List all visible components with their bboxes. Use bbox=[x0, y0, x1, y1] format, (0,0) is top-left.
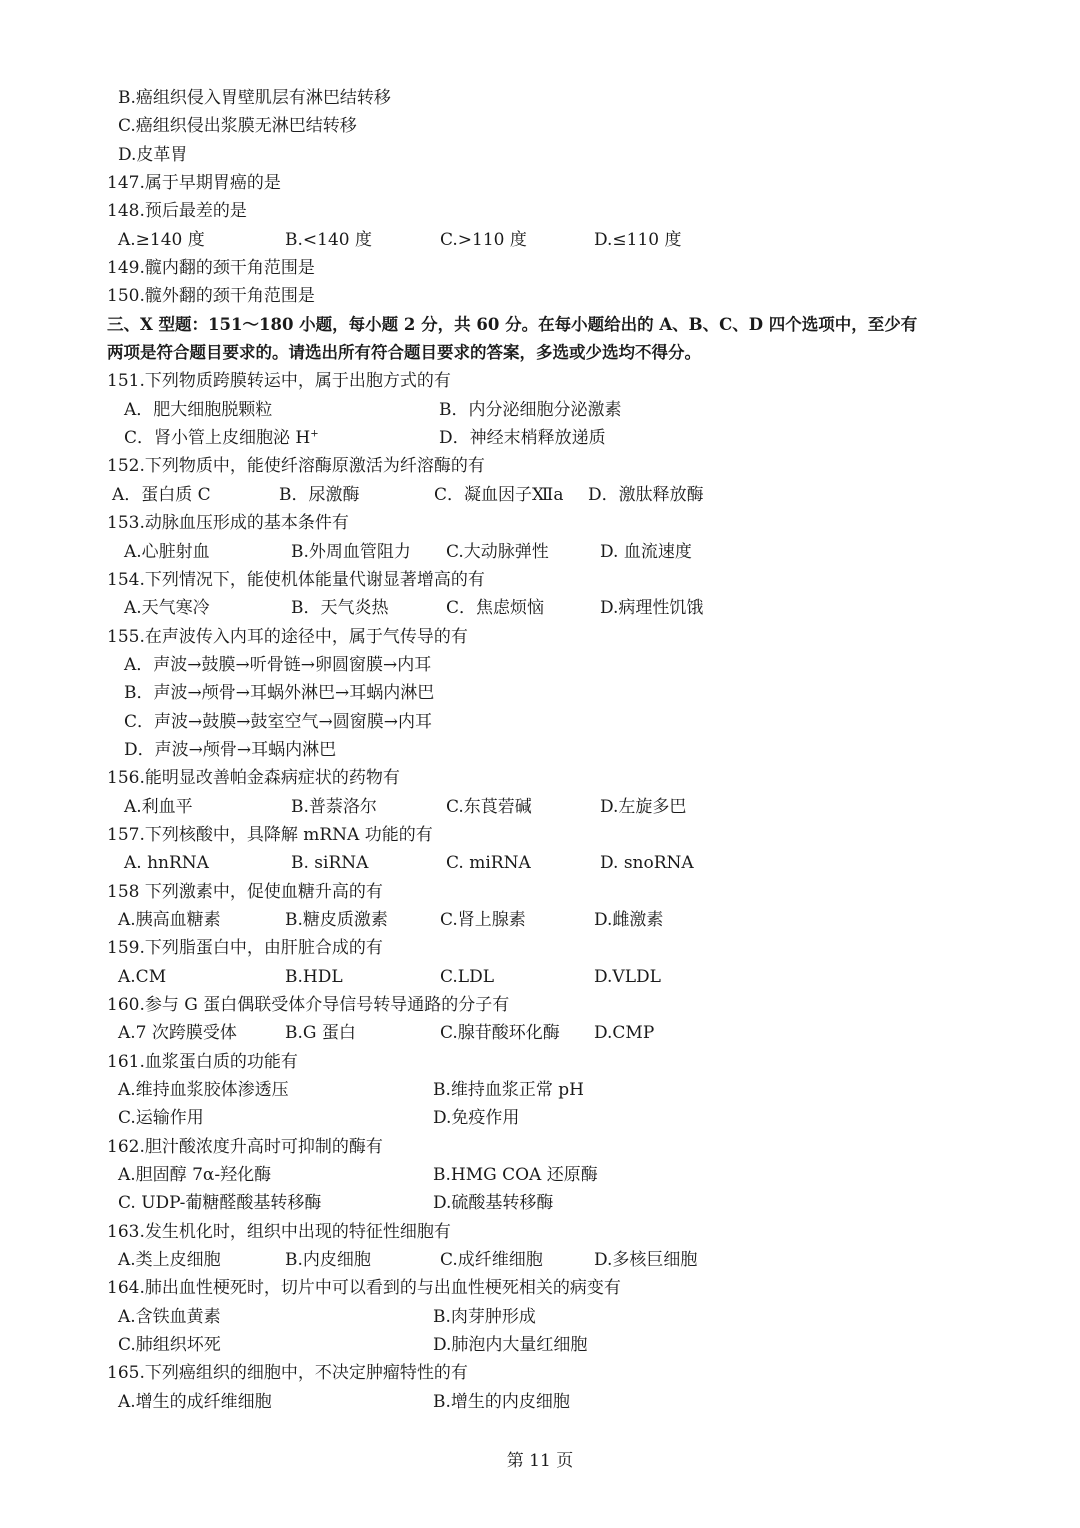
option-text: B.维持血浆正常 pH bbox=[433, 1080, 585, 1101]
line-text: 163.发生机化时，组织中出现的特征性细胞有 bbox=[107, 1221, 451, 1242]
line-text: 三、X 型题：151～180 小题，每小题 2 分，共 60 分。在每小题给出的 A、B、C、D 四个选项中，至少有 bbox=[107, 314, 918, 334]
option-text: B.HMG COA 还原酶 bbox=[433, 1165, 598, 1186]
option-text: D.≤110 度 bbox=[594, 229, 682, 250]
line-text: 150.髋外翻的颈干角范围是 bbox=[107, 286, 315, 307]
line-text: 157.下列核酸中，具降解 mRNA 功能的有 bbox=[107, 824, 433, 845]
line-text: 155.在声波传入内耳的途径中，属于气传导的有 bbox=[107, 626, 468, 647]
text-line bbox=[0, 623, 1080, 651]
option-text: C.东莨菪碱 bbox=[446, 796, 532, 817]
text-line bbox=[0, 197, 1080, 225]
option-text: A.心脏射血 bbox=[124, 541, 210, 562]
line-text: C．声波→鼓膜→鼓室空气→圆窗膜→内耳 bbox=[124, 711, 432, 732]
text-line bbox=[0, 339, 1080, 367]
line-text: 两项是符合题目要求的。请选出所有符合题目要求的答案，多选或少选均不得分。 bbox=[107, 343, 701, 363]
option-row bbox=[0, 1303, 1080, 1331]
option-text: B.HDL bbox=[285, 966, 343, 987]
option-text: A.含铁血黄素 bbox=[118, 1306, 221, 1327]
line-text: D．声波→颅骨→耳蜗内淋巴 bbox=[124, 739, 337, 760]
text-line bbox=[0, 367, 1080, 395]
option-text: B．尿激酶 bbox=[279, 484, 360, 505]
text-line bbox=[0, 311, 1080, 339]
option-text: B.G 蛋白 bbox=[285, 1023, 356, 1044]
line-text: 159.下列脂蛋白中，由肝脏合成的有 bbox=[107, 938, 383, 959]
option-text: C．肾小管上皮细胞泌 H+ bbox=[124, 428, 319, 449]
option-text: A.CM bbox=[118, 966, 167, 987]
text-line bbox=[0, 736, 1080, 764]
option-text: C.运输作用 bbox=[118, 1108, 204, 1129]
text-line bbox=[0, 1133, 1080, 1161]
line-text: 148.预后最差的是 bbox=[107, 201, 247, 222]
text-line bbox=[0, 169, 1080, 197]
option-text: D.多核巨细胞 bbox=[594, 1250, 698, 1271]
option-row bbox=[0, 1246, 1080, 1274]
option-text: D．激肽释放酶 bbox=[588, 484, 704, 505]
line-text: B.癌组织侵入胃壁肌层有淋巴结转移 bbox=[118, 88, 391, 108]
option-text: B．内分泌细胞分泌激素 bbox=[439, 399, 622, 420]
option-text: A.7 次跨膜受体 bbox=[118, 1023, 237, 1044]
superscript-plus: + bbox=[310, 428, 319, 440]
text-line bbox=[0, 566, 1080, 594]
option-text: D.肺泡内大量红细胞 bbox=[433, 1335, 588, 1356]
line-text: 165.下列癌组织的细胞中，不决定肿瘤特性的有 bbox=[107, 1363, 468, 1384]
option-row bbox=[0, 1076, 1080, 1104]
option-row bbox=[0, 1161, 1080, 1189]
line-text: 152.下列物质中，能使纤溶酶原激活为纤溶酶的有 bbox=[107, 456, 485, 477]
option-row bbox=[0, 1331, 1080, 1359]
option-text: B.普萘洛尔 bbox=[291, 796, 377, 817]
option-text: D.硫酸基转移酶 bbox=[433, 1193, 554, 1214]
line-text: 158 下列激素中，促使血糖升高的有 bbox=[107, 881, 383, 902]
text-line bbox=[0, 254, 1080, 282]
text-line bbox=[0, 1274, 1080, 1302]
option-text: A.类上皮细胞 bbox=[118, 1250, 221, 1271]
line-text: 154.下列情况下，能使机体能量代谢显著增高的有 bbox=[107, 569, 485, 590]
text-line bbox=[0, 651, 1080, 679]
document-body bbox=[0, 84, 1080, 1416]
option-text: A．肥大细胞脱颗粒 bbox=[124, 399, 273, 420]
option-text: A. hnRNA bbox=[124, 853, 209, 874]
option-text: D．神经末梢释放递质 bbox=[439, 428, 606, 449]
line-text: 153.动脉血压形成的基本条件有 bbox=[107, 513, 349, 534]
option-text: A.胰高血糖素 bbox=[118, 909, 221, 930]
option-text: D. 血流速度 bbox=[600, 541, 692, 562]
text-line bbox=[0, 1218, 1080, 1246]
text-line bbox=[0, 878, 1080, 906]
text-line bbox=[0, 141, 1080, 169]
text-line bbox=[0, 991, 1080, 1019]
option-text: A.利血平 bbox=[124, 796, 193, 817]
option-text: C.腺苷酸环化酶 bbox=[440, 1023, 560, 1044]
option-row bbox=[0, 1019, 1080, 1047]
option-text: D.VLDL bbox=[594, 966, 661, 987]
option-row bbox=[0, 226, 1080, 254]
line-text: C.癌组织侵出浆膜无淋巴结转移 bbox=[118, 116, 357, 137]
line-text: 151.下列物质跨膜转运中，属于出胞方式的有 bbox=[107, 371, 451, 392]
option-text: A.胆固醇 7α-羟化酶 bbox=[118, 1165, 272, 1186]
text-line bbox=[0, 821, 1080, 849]
option-text: C.成纤维细胞 bbox=[440, 1250, 543, 1271]
option-row bbox=[0, 963, 1080, 991]
line-text: 164.肺出血性梗死时，切片中可以看到的与出血性梗死相关的病变有 bbox=[107, 1278, 621, 1299]
text-line bbox=[0, 679, 1080, 707]
option-text: D.CMP bbox=[594, 1023, 655, 1044]
option-text: B.<140 度 bbox=[285, 229, 372, 250]
text-line bbox=[0, 112, 1080, 140]
option-text: B. siRNA bbox=[291, 853, 369, 874]
option-text: C.LDL bbox=[440, 966, 495, 987]
option-row bbox=[0, 906, 1080, 934]
option-row bbox=[0, 538, 1080, 566]
option-text: C.大动脉弹性 bbox=[446, 541, 549, 562]
option-text: C. miRNA bbox=[446, 853, 531, 874]
line-text: 147.属于早期胃癌的是 bbox=[107, 173, 281, 194]
text-line bbox=[0, 84, 1080, 112]
option-text: B.内皮细胞 bbox=[285, 1250, 371, 1271]
text-line bbox=[0, 282, 1080, 310]
option-row bbox=[0, 1104, 1080, 1132]
option-text: D.免疫作用 bbox=[433, 1108, 520, 1129]
option-row bbox=[0, 1388, 1080, 1416]
option-text: A.≥140 度 bbox=[118, 229, 205, 250]
line-text: 161.血浆蛋白质的功能有 bbox=[107, 1051, 298, 1072]
line-text: B．声波→颅骨→耳蜗外淋巴→耳蜗内淋巴 bbox=[124, 683, 435, 704]
option-row bbox=[0, 594, 1080, 622]
option-text: A.维持血浆胶体渗透压 bbox=[118, 1080, 289, 1101]
option-text: B．天气炎热 bbox=[291, 598, 389, 619]
line-text: 156.能明显改善帕金森病症状的药物有 bbox=[107, 768, 400, 789]
option-text: B.增生的内皮细胞 bbox=[433, 1391, 570, 1412]
text-line bbox=[0, 1048, 1080, 1076]
option-text: B.外周血管阻力 bbox=[291, 541, 411, 562]
option-text: C.肺组织坏死 bbox=[118, 1335, 221, 1356]
option-text: D. snoRNA bbox=[600, 853, 694, 874]
line-text: A．声波→鼓膜→听骨链→卵圆窗膜→内耳 bbox=[124, 654, 432, 675]
option-text: D.病理性饥饿 bbox=[600, 598, 704, 619]
option-text: B.糖皮质激素 bbox=[285, 909, 388, 930]
line-text: 162.胆汁酸浓度升高时可抑制的酶有 bbox=[107, 1136, 383, 1157]
page-number: 第 11 页 bbox=[506, 1451, 574, 1471]
option-text: D.左旋多巴 bbox=[600, 796, 687, 817]
line-text: 149.髋内翻的颈干角范围是 bbox=[107, 258, 315, 279]
option-text: C.>110 度 bbox=[440, 229, 527, 250]
option-text: C．焦虑烦恼 bbox=[446, 598, 545, 619]
option-text: D.雌激素 bbox=[594, 909, 664, 930]
option-row bbox=[0, 793, 1080, 821]
text-line bbox=[0, 1359, 1080, 1387]
option-row bbox=[0, 481, 1080, 509]
option-row bbox=[0, 424, 1080, 452]
option-row bbox=[0, 1189, 1080, 1217]
option-text: A.增生的成纤维细胞 bbox=[118, 1391, 272, 1412]
text-line bbox=[0, 764, 1080, 792]
text-line bbox=[0, 708, 1080, 736]
line-text: 160.参与 G 蛋白偶联受体介导信号转导通路的分子有 bbox=[107, 995, 510, 1015]
option-text: C. UDP-葡糖醛酸基转移酶 bbox=[118, 1193, 322, 1214]
text-line bbox=[0, 452, 1080, 480]
text-line bbox=[0, 934, 1080, 962]
option-text: B.肉芽肿形成 bbox=[433, 1306, 536, 1327]
text-line bbox=[0, 509, 1080, 537]
option-text: C．凝血因子Ⅻa bbox=[434, 484, 564, 505]
option-row bbox=[0, 849, 1080, 877]
option-text: A.天气寒冷 bbox=[124, 598, 210, 619]
option-row bbox=[0, 396, 1080, 424]
option-text: A．蛋白质 C bbox=[112, 484, 211, 505]
line-text: D.皮革胃 bbox=[118, 144, 188, 165]
option-text: C.肾上腺素 bbox=[440, 909, 526, 930]
